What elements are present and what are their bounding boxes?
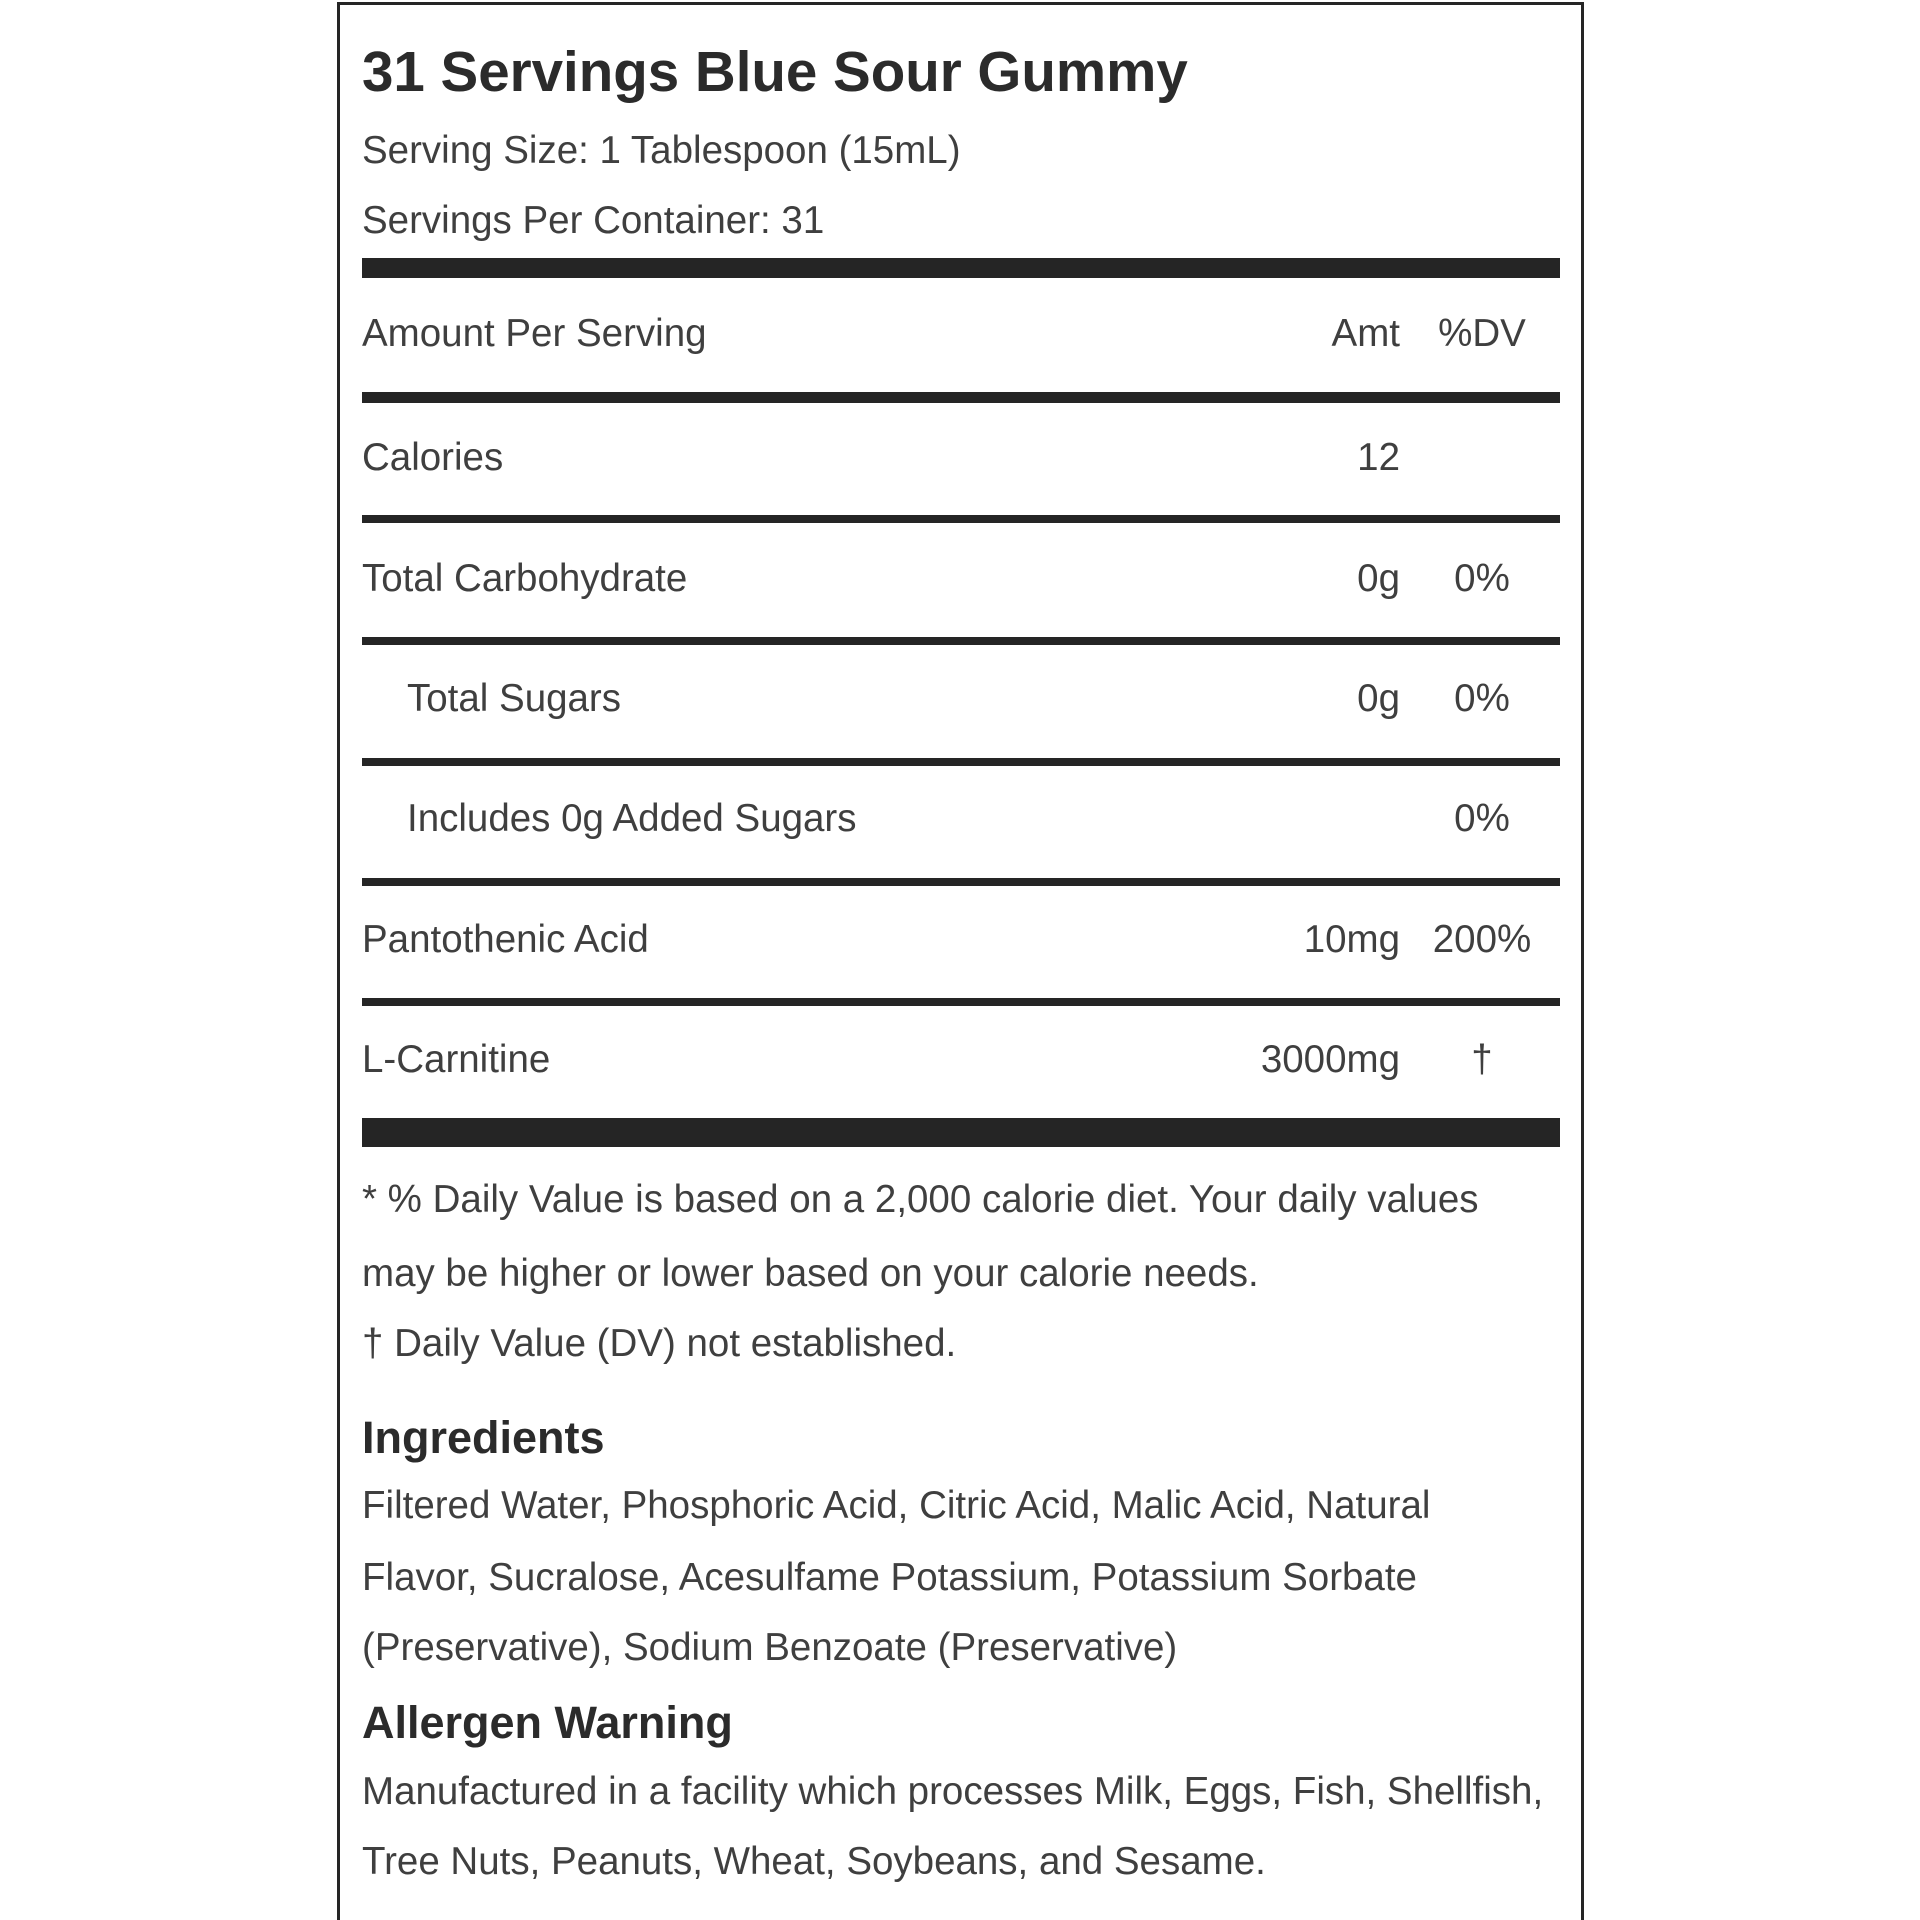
nutrient-daily-value: 0% [1454,677,1510,720]
footnote-line: may be higher or lower based on your calorie needs. [362,1252,1259,1295]
allergen-line: Tree Nuts, Peanuts, Wheat, Soybeans, and Sesame. [362,1840,1266,1883]
row-divider [362,878,1560,886]
header-divider [362,392,1560,403]
nutrient-name: Total Carbohydrate [362,557,688,600]
nutrient-daily-value: 0% [1454,797,1510,840]
nutrient-daily-value: 0% [1454,557,1510,600]
allergen-line: Manufactured in a facility which processes Milk, Eggs, Fish, Shellfish, [362,1770,1544,1813]
heavy-divider [362,258,1560,278]
footnote-line: * % Daily Value is based on a 2,000 calorie diet. Your daily values [362,1178,1479,1221]
ingredients-line: Flavor, Sucralose, Acesulfame Potassium, Potassium Sorbate [362,1556,1417,1599]
nutrient-amount: 10mg [1303,918,1400,961]
ingredients-heading: Ingredients [362,1412,605,1463]
nutrient-amount: 12 [1357,436,1400,479]
product-title: 31 Servings Blue Sour Gummy [362,40,1188,103]
row-divider [362,998,1560,1006]
row-divider [362,637,1560,645]
servings-per-container: Servings Per Container: 31 [362,199,825,242]
nutrient-amount: 0g [1357,557,1400,600]
allergen-warning-heading: Allergen Warning [362,1697,733,1748]
nutrient-name: L-Carnitine [362,1038,551,1081]
footnote-line: † Daily Value (DV) not established. [362,1322,957,1365]
amount-column-header: Amt [1331,312,1400,355]
nutrient-name: Total Sugars [407,677,622,720]
nutrient-amount: 3000mg [1260,1038,1400,1081]
row-divider [362,515,1560,523]
nutrient-name: Includes 0g Added Sugars [407,797,857,840]
ingredients-line: Filtered Water, Phosphoric Acid, Citric Acid, Malic Acid, Natural [362,1484,1431,1527]
row-divider [362,758,1560,766]
nutrient-name: Pantothenic Acid [362,918,649,961]
dagger-icon: † [1471,1038,1493,1081]
serving-size: Serving Size: 1 Tablespoon (15mL) [362,129,961,172]
nutrient-daily-value: 200% [1432,918,1532,961]
amount-per-serving-header: Amount Per Serving [362,312,707,355]
nutrient-name: Calories [362,436,504,479]
nutrient-amount: 0g [1357,677,1400,720]
bottom-heavy-divider [362,1118,1560,1147]
daily-value-column-header: %DV [1438,312,1526,355]
ingredients-line: (Preservative), Sodium Benzoate (Preservative) [362,1626,1178,1669]
